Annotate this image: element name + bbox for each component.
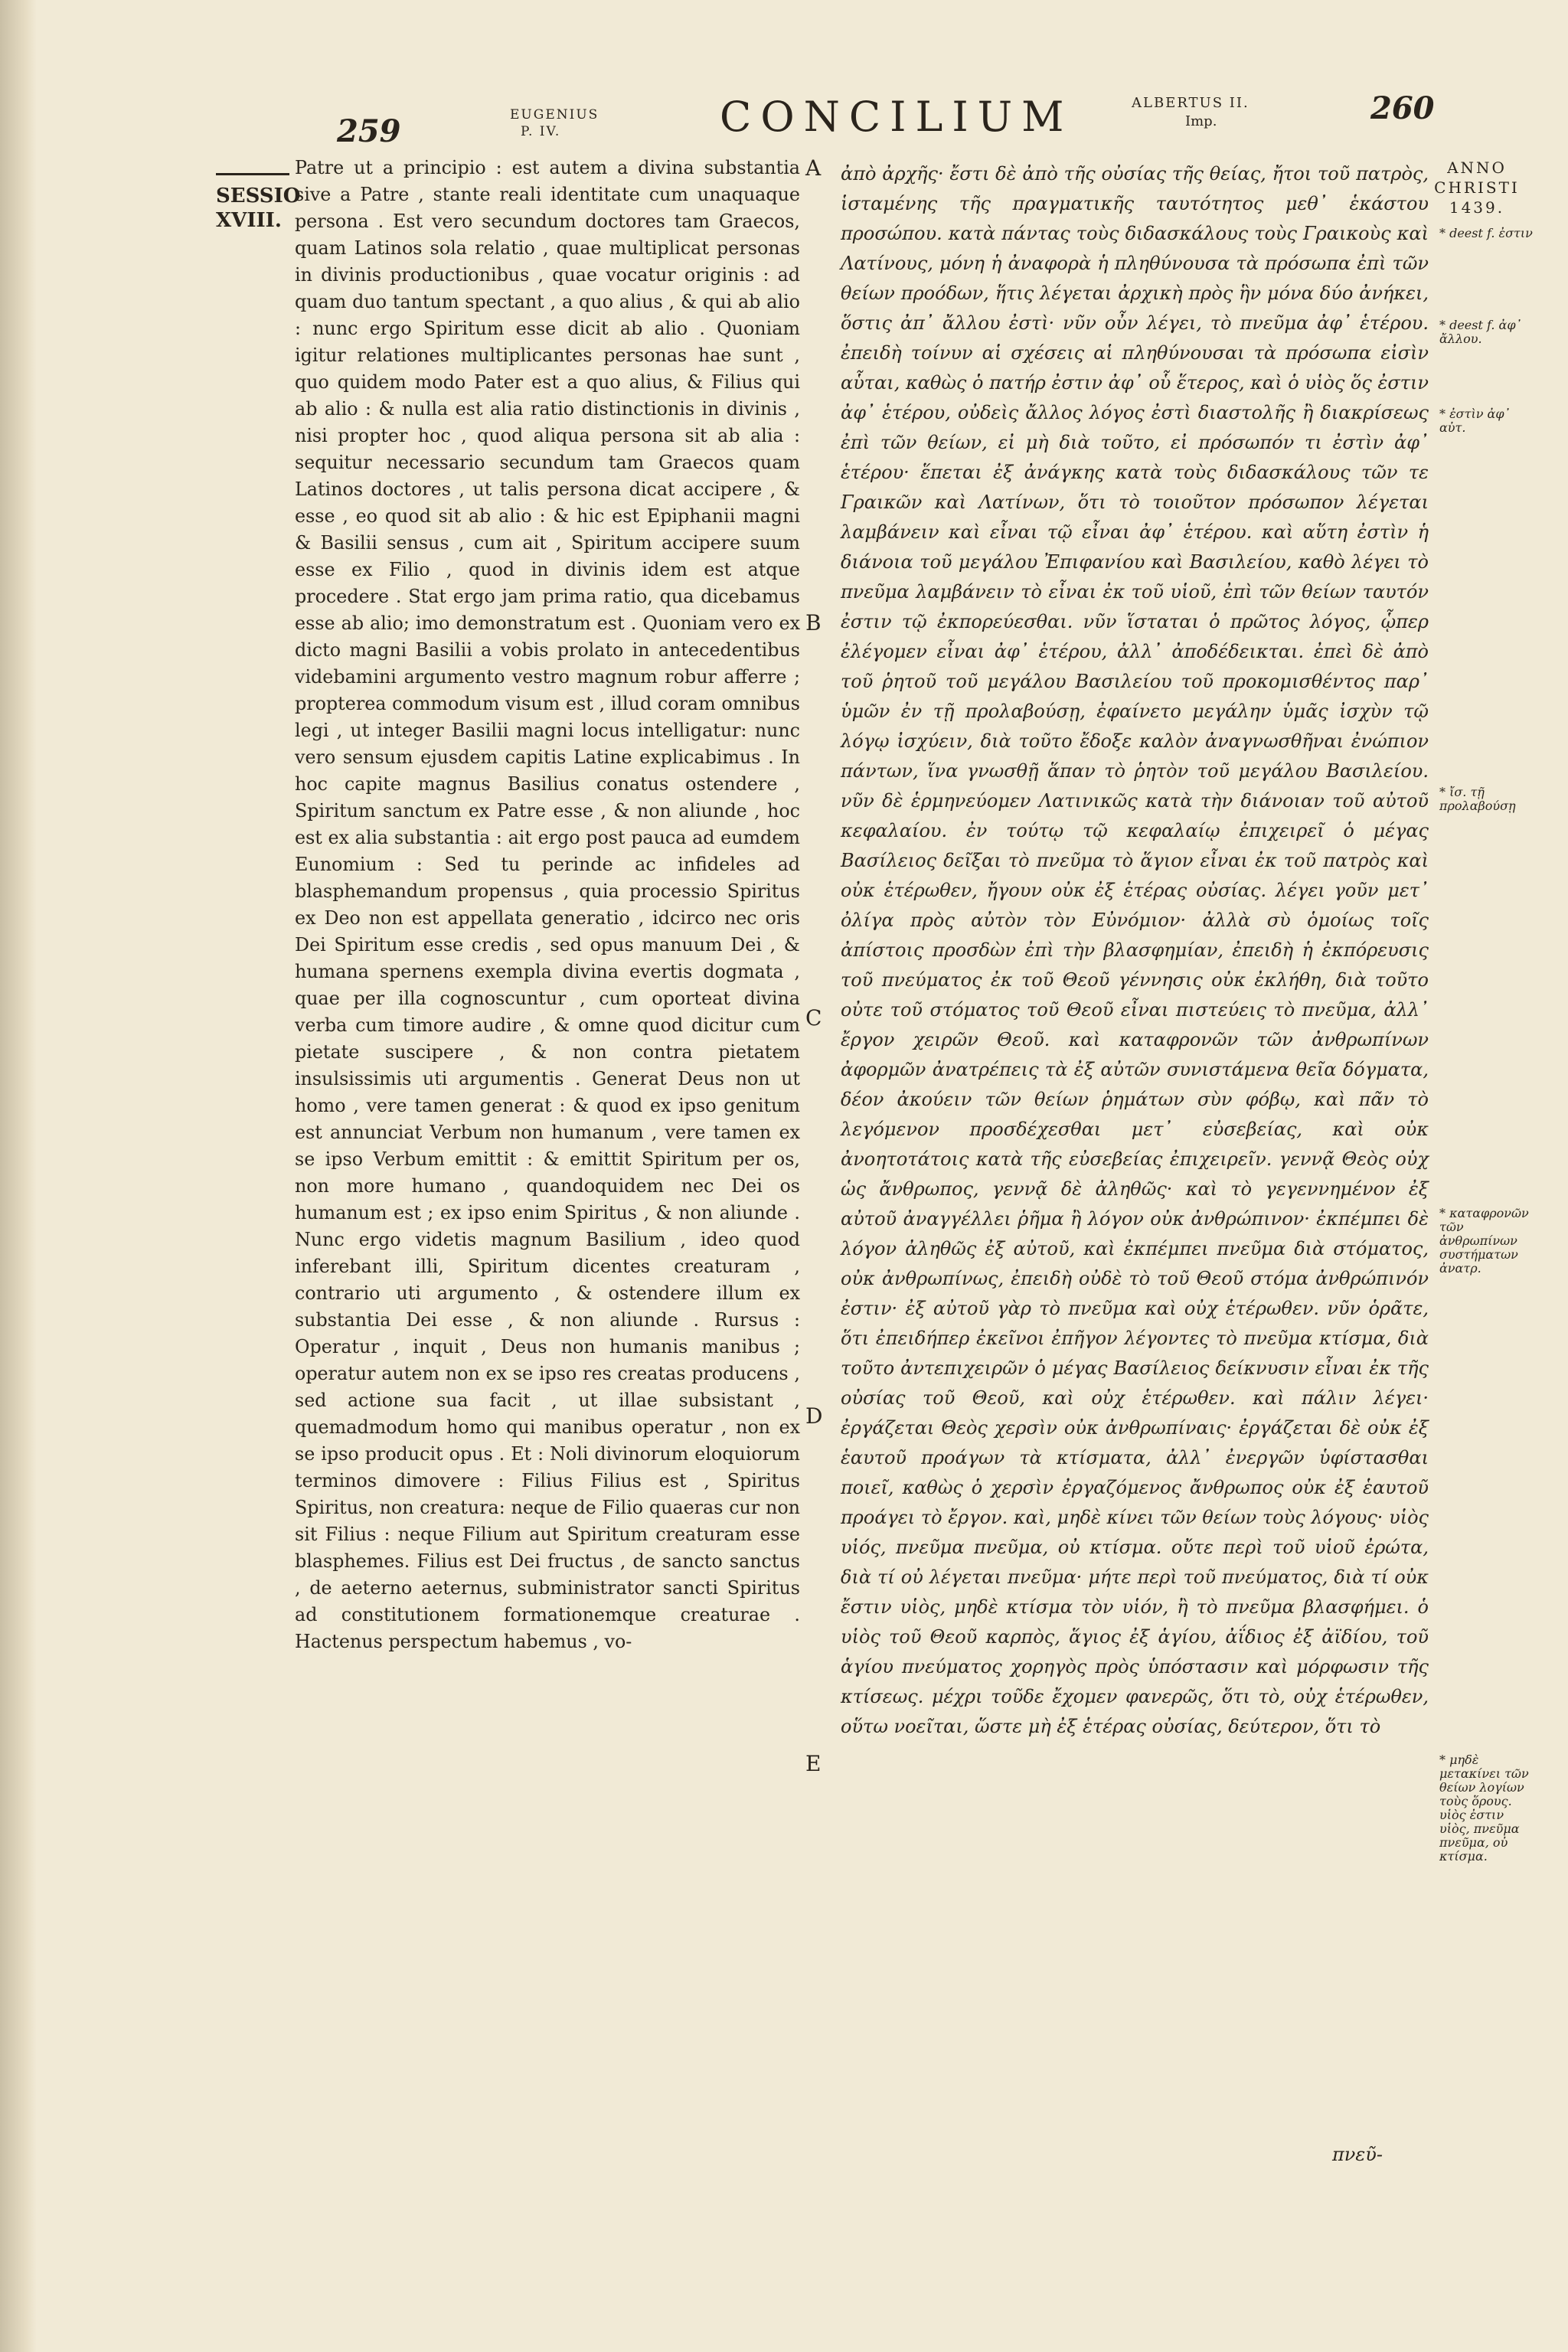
session-label [216, 184, 300, 233]
greek-catchword: πνεῦ- [1332, 2144, 1383, 2165]
margin-note-6: * μηδὲ μετακίνει τῶν θείων λογίων τοὺς ὅρους. υἱὸς ἐστιν υἱὸς, πνεῦμα πνεῦμα, οὐ κτίσμα. [1439, 1753, 1529, 1864]
section-letter-b: B [805, 610, 822, 635]
binding-shadow [0, 0, 37, 2352]
latin-text: Patre ut a principio : est autem a divina substantia sive a Patre , stante reali identitate cum unaquaque persona . Est vero secundum doctores tam Graecos, quam Latinos sola relatio , quae multiplicat personas in divinis productionibus , quae vocatur originis : ad quam duo tantum spectant , a quo alius , & qui ab alio : nunc ergo Spiritum esse dicit ab alio . Quoniam igitur relationes multiplicantes personas hae sunt , quo quidem modo Pater est a quo alius, & Filius qui ab alio : & nulla est alia ratio distinctionis in divinis , nisi propter hoc , quod aliqua persona sit ab alia : sequitur necessario secundum tam Graecos quam Latinos doctores , ut talis persona dicat accipere , & esse , eo quod sit ab alio : & hic est Epiphanii magni & Basilii sensus , cum ait , Spiritum accipere suum esse ex Filio , quod in divinis idem est atque procedere . Stat ergo jam prima ratio, qua dicebamus esse ab alio; imo demonstratum est . Quoniam vero ex dicto magni Basilii a vobis prolato in antecedentibus videbamini argumento vestro magnum robur afferre ; propterea commodum visum est , illud coram omnibus legi , ut integer Basilii magni locus intelligatur: nunc vero sensum ejusdem capitis Latine explicabimus . In hoc capite magnus Basilius conatus ostendere , Spiritum sanctum ex Patre esse , & non aliunde , hoc est ex alia substantia : ait ergo post pauca ad eumdem Eunomium : Sed tu perinde ac infideles ad blasphemandum propensus , quia processio Spiritus ex Deo non est appellata generatio , idcirco nec oris Dei Spiritum esse credis , sed opus manuum Dei , & humana spernens exempla divina evertis dogmata , quae per illa cognoscuntur , cum oporteat divina verba cum timore audire , & omne quod dicitur cum pietate suscipere , & non contra pietatem insulsissimis uti argumentis . Generat Deus non ut homo , vere tamen generat : & quod ex ipso genitum est annunciat Verbum non humanum , vere tamen ex se ipso Verbum emittit : & emittit Spiritum per os, non more humano , quandoquidem nec Dei os humanum est ; ex ipso enim Spiritus , & non aliunde . Nunc ergo videtis magnum Basilium , ideo quod inferebant illi, Spiritum dicentes creaturam , contrario uti argumento , & ostendere illum ex substantia Dei esse , & non aliunde . Rursus : Operatur , inquit , Deus non humanis manibus ; operatur autem non ex se ipso res creatas producens , sed actione sua facit , ut illae subsistant , quemadmodum homo qui manibus operatur , non ex se ipso producit opus . Et : Noli divinorum eloquiorum terminos dimovere : Filius Filius est , Spiritus Spiritus, non creatura: neque de Filio quaeras cur non sit Filius : neque Filium aut Spiritum creaturam esse blasphemes. Filius est Dei fructus , de sancto sanctus , de aeterno aeternus, subministrator sancti Spiritus ad constitutionem formationemque creaturae . Hactenus perspectum habemus , vo- [295, 157, 800, 1652]
left-running-head-2: P. IV. [521, 124, 561, 139]
left-page-number: 259 [337, 113, 401, 149]
year-note-year: 1439. [1449, 198, 1505, 217]
right-running-head-2: Imp. [1185, 113, 1217, 129]
right-page-number: 260 [1370, 90, 1435, 126]
margin-note-2: * deest f. ἀφ᾽ ἄλλου. [1439, 318, 1522, 346]
latin-column [295, 155, 800, 1655]
session-word: SESSIO [216, 185, 301, 207]
margin-note-4: * ἴσ. τῇ προλαβούσῃ [1439, 785, 1516, 813]
session-number: XVIII. [216, 209, 282, 232]
year-note-anno: ANNO [1447, 158, 1507, 177]
section-letter-c: C [805, 1005, 822, 1031]
greek-column [841, 159, 1429, 1742]
right-running-head-1: ALBERTUS II. [1132, 95, 1250, 111]
section-letter-e: E [805, 1751, 822, 1776]
margin-note-3: * ἐστὶν ἀφ᾽ αὐτ. [1439, 407, 1511, 435]
left-running-head-1: EUGENIUS [510, 107, 599, 122]
margin-note-5: * καταφρονῶν τῶν ἀνθρωπίνων συστήματων ἀνατρ. [1439, 1206, 1529, 1276]
margin-note-1: * deest f. ἐστιν [1439, 226, 1533, 240]
year-note-christi: CHRISTI [1434, 178, 1520, 197]
section-letter-d: D [805, 1403, 823, 1429]
page-title: CONCILIUM [720, 93, 1073, 141]
greek-text: ἀπὸ ἀρχῆς· ἔστι δὲ ἀπὸ τῆς οὐσίας τῆς θείας, ἤτοι τοῦ πατρὸς, ἱσταμένης τῆς πραγματικῆς ταυτότητος μεθ᾽ ἑκάστου προσώπου. κατὰ πάντας τοὺς διδασκάλους τοὺς Γραικοὺς καὶ Λατίνους, μόνη ἡ ἀναφορὰ ἡ πληθύνουσα τὰ πρόσωπα ἐπὶ τῶν θείων προόδων, ἥτις λέγεται ἀρχικὴ πρὸς ἣν μόνα δύο ἀνήκει, ὅστις ἀπ᾽ ἄλλου ἐστὶ· νῦν οὖν λέγει, τὸ πνεῦμα ἀφ᾽ ἑτέρου. ἐπειδὴ τοίνυν αἱ σχέσεις αἱ πληθύνουσαι τὰ πρόσωπα εἰσὶν αὗται, καθὼς ὁ πατήρ ἐστιν ἀφ᾽ οὗ ἕτερος, καὶ ὁ υἱὸς ὅς ἐστιν ἀφ᾽ ἑτέρου, οὐδεὶς ἄλλος λόγος ἐστὶ διαστολῆς ἢ διακρίσεως ἐπὶ τῶν θείων, εἰ μὴ διὰ τοῦτο, εἰ πρόσωπόν τι ἐστὶν ἀφ᾽ ἑτέρου· ἕπεται ἐξ ἀνάγκης κατὰ τοὺς διδασκάλους τῶν τε Γραικῶν καὶ Λατίνων, ὅτι τὸ τοιοῦτον πρόσωπον λέγεται λαμβάνειν καὶ εἶναι τῷ εἶναι ἀφ᾽ ἑτέρου. καὶ αὕτη ἐστὶν ἡ διάνοια τοῦ μεγάλου Ἐπιφανίου καὶ Βασιλείου, καθὸ λέγει τὸ πνεῦμα λαμβάνειν τὸ εἶναι ἐκ τοῦ υἱοῦ, ἐπὶ τῶν θείων ταυτόν ἐστιν τῷ ἐκπορεύεσθαι. νῦν ἵσταται ὁ πρῶτος λόγος, ᾧπερ ἐλέγομεν εἶναι ἀφ᾽ ἑτέρου, ἀλλ᾽ ἀποδέδεικται. ἐπεὶ δὲ ἀπὸ τοῦ ῥητοῦ τοῦ μεγάλου Βασιλείου τοῦ προκομισθέντος παρ᾽ ὑμῶν ἐν τῇ προλαβούσῃ, ἐφαίνετο μεγάλην ὑμᾶς ἰσχὺν τῷ λόγῳ ἰσχύειν, διὰ τοῦτο ἔδοξε καλὸν ἀναγνωσθῆναι ἐνώπιον πάντων, ἵνα γνωσθῇ ἅπαν τὸ ῥητὸν τοῦ μεγάλου Βασιλείου. νῦν δὲ ἑρμηνεύομεν Λατινικῶς κατὰ τὴν διάνοιαν τοῦ αὐτοῦ κεφαλαίου. ἐν τούτῳ τῷ κεφαλαίῳ ἐπιχειρεῖ ὁ μέγας Βασίλειος δεῖξαι τὸ πνεῦμα τὸ ἅγιον εἶναι ἐκ τοῦ πατρὸς καὶ οὐκ ἑτέρωθεν, ἤγουν οὐκ ἐξ ἑτέρας οὐσίας. λέγει γοῦν μετ᾽ ὀλίγα πρὸς αὐτὸν τὸν Εὐνόμιον· ἀλλὰ σὺ ὁμοίως τοῖς ἀπίστοις προσδὼν ἐπὶ τὴν βλασφημίαν, ἐπειδὴ ἡ ἐκπόρευσις τοῦ πνεύματος ἐκ τοῦ Θεοῦ γέννησις οὐκ ἐκλήθη, διὰ τοῦτο οὐτε τοῦ στόματος τοῦ Θεοῦ εἶναι πιστεύεις τὸ πνεῦμα, ἀλλ᾽ ἔργον χειρῶν Θεοῦ. καὶ καταφρονῶν τῶν ἀνθρωπίνων ἀφορμῶν ἀνατρέπεις τὰ ἐξ αὐτῶν συνιστάμενα θεῖα δόγματα, δέον ἀκούειν τῶν θείων ῥημάτων σὺν φόβῳ, καὶ πᾶν τὸ λεγόμενον προσδέχεσθαι μετ᾽ εὐσεβείας, καὶ οὐκ ἀνοητοτάτοις κατὰ τῆς εὐσεβείας ἐπιχειρεῖν. γεννᾷ Θεὸς οὐχ ὡς ἄνθρωπος, γεννᾷ δὲ ἀληθῶς· καὶ τὸ γεγεννημένον ἐξ αὐτοῦ ἀναγγέλλει ῥῆμα ἢ λόγον οὐκ ἀνθρώπινον· ἐκπέμπει δὲ λόγον ἀληθῶς ἐξ αὐτοῦ, καὶ ἐκπέμπει πνεῦμα διὰ στόματος, οὐκ ἀνθρωπίνως, ἐπειδὴ οὐδὲ τὸ τοῦ Θεοῦ στόμα ἀνθρώπινόν ἐστιν· ἐξ αὐτοῦ γὰρ τὸ πνεῦμα καὶ οὐχ ἑτέρωθεν. νῦν ὁρᾶτε, ὅτι ἐπειδήπερ ἐκεῖνοι ἐπῆγον λέγοντες τὸ πνεῦμα κτίσμα, διὰ τοῦτο ἀντεπιχειρῶν ὁ μέγας Βασίλειος δείκνυσιν εἶναι ἐκ τῆς οὐσίας τοῦ Θεοῦ, καὶ οὐχ ἑτέρωθεν. καὶ πάλιν λέγει· ἐργάζεται Θεὸς χερσὶν οὐκ ἀνθρωπίναις· ἐργάζεται δὲ οὐκ ἐξ ἑαυτοῦ προάγων τὰ κτίσματα, ἀλλ᾽ ἐνεργῶν ὑφίστασθαι ποιεῖ, καθὼς ὁ χερσὶν ἐργαζόμενος ἄνθρωπος οὐκ ἐξ ἑαυτοῦ προάγει τὸ ἔργον. καὶ, μηδὲ κίνει τῶν θείων τοὺς λόγους· υἱὸς υἱός, πνεῦμα πνεῦμα, οὐ κτίσμα. οὔτε περὶ τοῦ υἱοῦ ἐρώτα, διὰ τί οὐ λέγεται πνεῦμα· μήτε περὶ τοῦ πνεύματος, διὰ τί οὐκ ἔστιν υἱὸς, μηδὲ κτίσμα τὸν υἱόν, ἢ τὸ πνεῦμα βλασφήμει. ὁ υἱὸς τοῦ Θεοῦ καρπὸς, ἅγιος ἐξ ἁγίου, ἀΐδιος ἐξ ἀϊδίου, τοῦ ἁγίου πνεύματος χορηγὸς πρὸς ὑπόστασιν καὶ μόρφωσιν τῆς κτίσεως. μέχρι τοῦδε ἔχομεν φανερῶς, ὅτι τὸ, οὐχ ἑτέρωθεν, οὕτω νοεῖται, ὥστε μὴ ἐξ ἑτέρας οὐσίας, δεύτερον, ὅτι τὸ [841, 163, 1429, 1737]
section-letter-a: A [805, 155, 822, 181]
year-note [1432, 158, 1522, 217]
session-rule [216, 173, 289, 175]
